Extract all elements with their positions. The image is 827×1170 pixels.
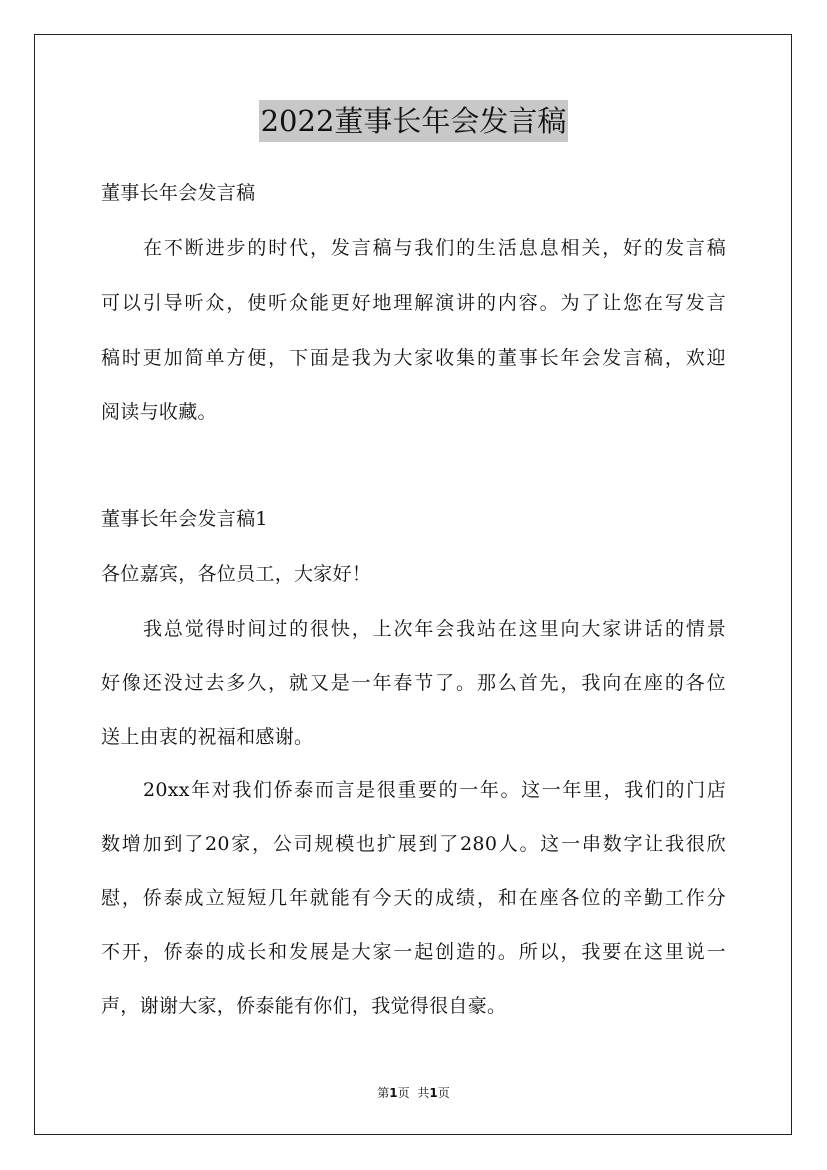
title-wrap — [0, 100, 827, 142]
para1-line-1: 我总觉得时间过的很快，上次年会我站在这里向大家讲话的情景 — [143, 618, 726, 640]
section-heading: 董事长年会发言稿1 — [101, 508, 268, 530]
footer-page-number: 1 — [389, 1086, 398, 1100]
para2-line-1: 20xx年对我们侨泰而言是很重要的一年。这一年里，我们的门店 — [143, 779, 726, 801]
footer-total-pages: 1 — [429, 1086, 438, 1100]
footer-total-prefix: 共 — [417, 1086, 430, 1100]
footer-page-prefix: 第 — [377, 1086, 390, 1100]
document-subtitle: 董事长年会发言稿 — [101, 182, 256, 204]
para1-line-3: 送上由衷的祝福和感谢。 — [101, 726, 314, 748]
intro-line-3: 稿时更加简单方便，下面是我为大家收集的董事长年会发言稿，欢迎 — [101, 347, 726, 369]
para2-line-2: 数增加到了20家，公司规模也扩展到了280人。这一串数字让我很欣 — [101, 833, 726, 855]
para2-line-3: 慰，侨泰成立短短几年就能有今天的成绩，和在座各位的辛勤工作分 — [101, 887, 726, 909]
intro-line-2: 可以引导听众，使听众能更好地理解演讲的内容。为了让您在写发言 — [101, 292, 726, 314]
footer-total-suffix: 页 — [437, 1086, 450, 1100]
para1-line-2: 好像还没过去多久，就又是一年春节了。那么首先，我向在座的各位 — [101, 672, 726, 694]
para2-line-4: 不开，侨泰的成长和发展是大家一起创造的。所以，我要在这里说一 — [101, 941, 726, 963]
intro-line-1: 在不断进步的时代，发言稿与我们的生活息息相关，好的发言稿 — [143, 237, 726, 259]
page-footer — [0, 1085, 827, 1101]
document-title: 2022董事长年会发言稿 — [259, 100, 569, 142]
para2-line-5: 声，谢谢大家，侨泰能有你们，我觉得很自豪。 — [101, 995, 507, 1017]
footer-page-suffix: 页 — [397, 1086, 410, 1100]
greeting-line: 各位嘉宾，各位员工，大家好！ — [101, 563, 372, 585]
intro-line-4: 阅读与收藏。 — [101, 401, 217, 423]
